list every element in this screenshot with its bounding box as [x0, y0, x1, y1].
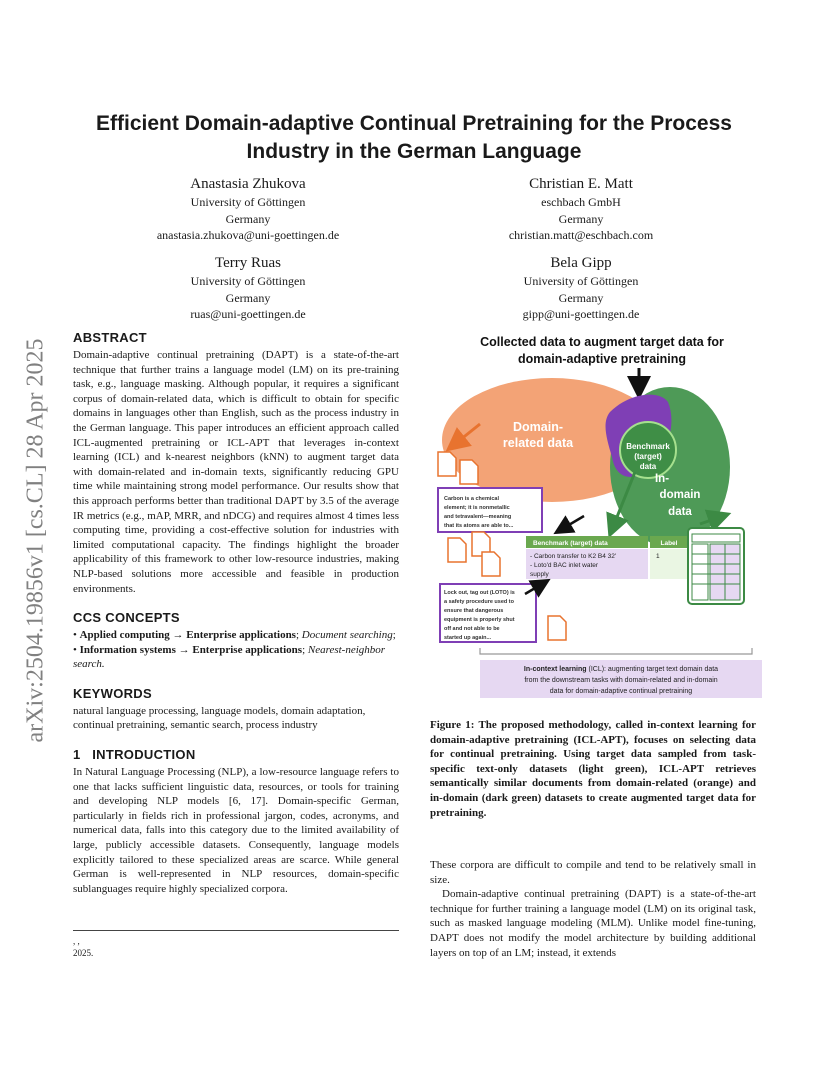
- document-icons-bottom: [548, 616, 566, 640]
- right-paragraph-1: These corpora are difficult to compile and tend to be relatively small in size.: [430, 859, 756, 886]
- keywords-heading: KEYWORDS: [73, 685, 152, 701]
- ccs-concepts: • Applied computing → Enterprise applications; Document searching; • Information systems → Enterprise applications; Nearest-neighbor search.: [73, 629, 396, 671]
- benchmark-label-3: data: [639, 462, 657, 471]
- ccs-italic-2: Nearest-neighbor search.: [73, 643, 386, 671]
- right-paragraph-2: Domain-adaptive continual pretraining (DAPT) is a state-of-the-art technique for further training a language model (LM) on its original task, such as masked language modeling (MLM). Unlike model fine-tuning, DAPT does not modify the model architecture by building additional layers on top of an LM; instead, it extends: [430, 888, 756, 959]
- in-domain-label-2: domain: [659, 489, 701, 501]
- author-block: [431, 174, 731, 244]
- author-name: Anastasia Zhukova: [190, 176, 306, 192]
- abstract-heading: ABSTRACT: [73, 330, 147, 345]
- author-email[interactable]: ruas@uni-goettingen.de: [190, 307, 306, 321]
- table-label-value: 1: [656, 553, 660, 560]
- benchmark-label-1: Benchmark: [626, 442, 670, 451]
- author-affiliation: University of Göttingen: [190, 195, 306, 209]
- figure-title-1: Collected data to augment target data for: [480, 335, 724, 349]
- author-name: Christian E. Matt: [529, 176, 633, 192]
- intro-heading: 1 INTRODUCTION: [73, 747, 196, 763]
- author-block: [431, 253, 731, 323]
- author-country: Germany: [558, 211, 604, 226]
- ccs-bold-1: Applied computing → Enterprise applications: [79, 629, 296, 642]
- author-country: Germany: [225, 211, 271, 226]
- author-block: [98, 174, 398, 244]
- icl-line-1: [524, 666, 718, 673]
- spreadsheet-icon: [688, 528, 744, 604]
- in-domain-label-3: data: [668, 506, 692, 518]
- intro-text: In Natural Language Processing (NLP), a low-resource language refers to one that lacks sufficient linguistic data, resources, or tools for training and developing NLP models [6, 17]. Domain-specific German, particularly in fields rich in professional jargon, codes, acronyms, and numerical data, falls into this category due to the limited availability of large, publicly accessible datasets. Consequently, language models explicitly tailored to these specialized areas are scarce. While general German is well-represented in NLP resources, domain-specific sublanguages require highly specialized corpora.: [73, 766, 399, 895]
- author-email[interactable]: christian.matt@eschbach.com: [508, 228, 654, 242]
- table-row-text: - Carbon transfer to K2 B4 32': [530, 553, 617, 560]
- box1-line: that its atoms are able to...: [444, 523, 514, 529]
- table-row-text: supply: [530, 571, 549, 578]
- paper-title: Efficient Domain-adaptive Continual Pretraining for the Process Industry in the German Language: [96, 112, 732, 163]
- footnote: [73, 930, 399, 959]
- table-row-text: - Loto'd BAC inlet water: [530, 562, 599, 569]
- author-affiliation: University of Göttingen: [523, 274, 639, 288]
- author-country: Germany: [225, 290, 271, 305]
- footnote-line-2: 2025.: [73, 948, 94, 958]
- author-country: Germany: [558, 290, 604, 305]
- box2-line: a safety procedure used to: [444, 599, 514, 605]
- icl-rest: (ICL): augmenting target text domain data: [586, 666, 719, 673]
- box1-line: Carbon is a chemical: [444, 496, 500, 502]
- author-block: [98, 253, 398, 323]
- table-header-label: Benchmark (target) data: [533, 540, 608, 547]
- author-affiliation: University of Göttingen: [190, 274, 306, 288]
- footnote-line-1: , ,: [73, 936, 80, 946]
- box2-line: started up again...: [444, 635, 492, 641]
- black-arrow-1: [562, 516, 584, 529]
- in-domain-label-1: In-: [654, 473, 670, 485]
- box2-line: ensure that dangerous: [444, 608, 504, 614]
- box2-line: off and not able to be: [444, 626, 500, 632]
- ccs-italic-1: Document searching: [301, 629, 393, 642]
- author-email[interactable]: gipp@uni-goettingen.de: [522, 307, 640, 321]
- ccs-heading: CCS CONCEPTS: [73, 610, 180, 626]
- keywords-text: natural language processing, language models, domain adaptation, continual pretraining, semantic search, process industry: [73, 704, 366, 732]
- table-label-title: Label: [660, 540, 678, 547]
- box1-line: element; it is nonmetallic: [444, 505, 510, 511]
- left-column: [73, 330, 399, 896]
- figure-title-2: domain-adaptive pretraining: [517, 352, 687, 366]
- arxiv-identifier: arXiv:2504.19856v1 [cs.CL] 28 Apr 2025: [22, 338, 49, 742]
- author-name: Bela Gipp: [550, 255, 612, 271]
- figure-1: [430, 332, 765, 712]
- icl-line-3: data for domain-adaptive continual pretraining: [549, 688, 693, 695]
- author-email[interactable]: anastasia.zhukova@uni-goettingen.de: [156, 228, 340, 242]
- benchmark-label-2: (target): [634, 452, 662, 461]
- ccs-bold-2: Information systems → Enterprise applications: [79, 643, 303, 656]
- icl-bold: In-context learning: [523, 666, 587, 673]
- bracket: [480, 648, 752, 654]
- figure-caption: Figure 1: The proposed methodology, called in-context learning for domain-adaptive pretraining (ICL-APT), focuses on selecting data for continual pretraining. Using target data sampled from task-specific text-only datasets (light green), ICL-APT retrieves semantically similar documents from domain-related (orange) and in-domain (dark green) datasets to create augmented target data for pretraining.: [430, 719, 756, 819]
- author-name: Terry Ruas: [214, 255, 281, 271]
- abstract-text: Domain-adaptive continual pretraining (DAPT) is a state-of-the-art technique that further trains a language model (LM) on its pre-training task, e.g., language masking. Although popular, it requires a significant corpus of domain-related data, which is difficult to obtain for specific domains in languages other than English, such as the process industry in the German language. This paper introduces an efficient approach called ICL-augmented pretraining or ICL-APT that leverages in-context learning (ICL) and k-nearest neighbors (kNN) to augment target data with domain-related and in-domain texts, significantly reducing GPU time while maintaining strong model performance. Our results show that this approach performs better than traditional DAPT by 3.5 of the average IR metrics (e.g., mAP, MRR, and nDCG) and requires almost 4 times less computing time, providing a cost-effective solution for industries with limited computational capacity. The findings highlight the broader applicability of this framework to other low-resource industries, making NLP-based solutions more accessible and feasible in production environments.: [73, 349, 399, 595]
- author-affiliation: eschbach GmbH: [541, 195, 621, 209]
- icl-line-2: from the downstream tasks with domain-related and in-domain: [524, 677, 718, 684]
- right-column-text: [430, 858, 756, 960]
- box2-line: Lock out, tag out (LOTO) is: [444, 590, 515, 596]
- box2-line: equipment is properly shut: [444, 617, 515, 623]
- box1-line: and tetravalent—meaning: [444, 514, 512, 520]
- domain-related-label-2: related data: [502, 436, 574, 450]
- domain-related-label-1: Domain-: [513, 420, 563, 434]
- document-icons-middle: [448, 532, 500, 576]
